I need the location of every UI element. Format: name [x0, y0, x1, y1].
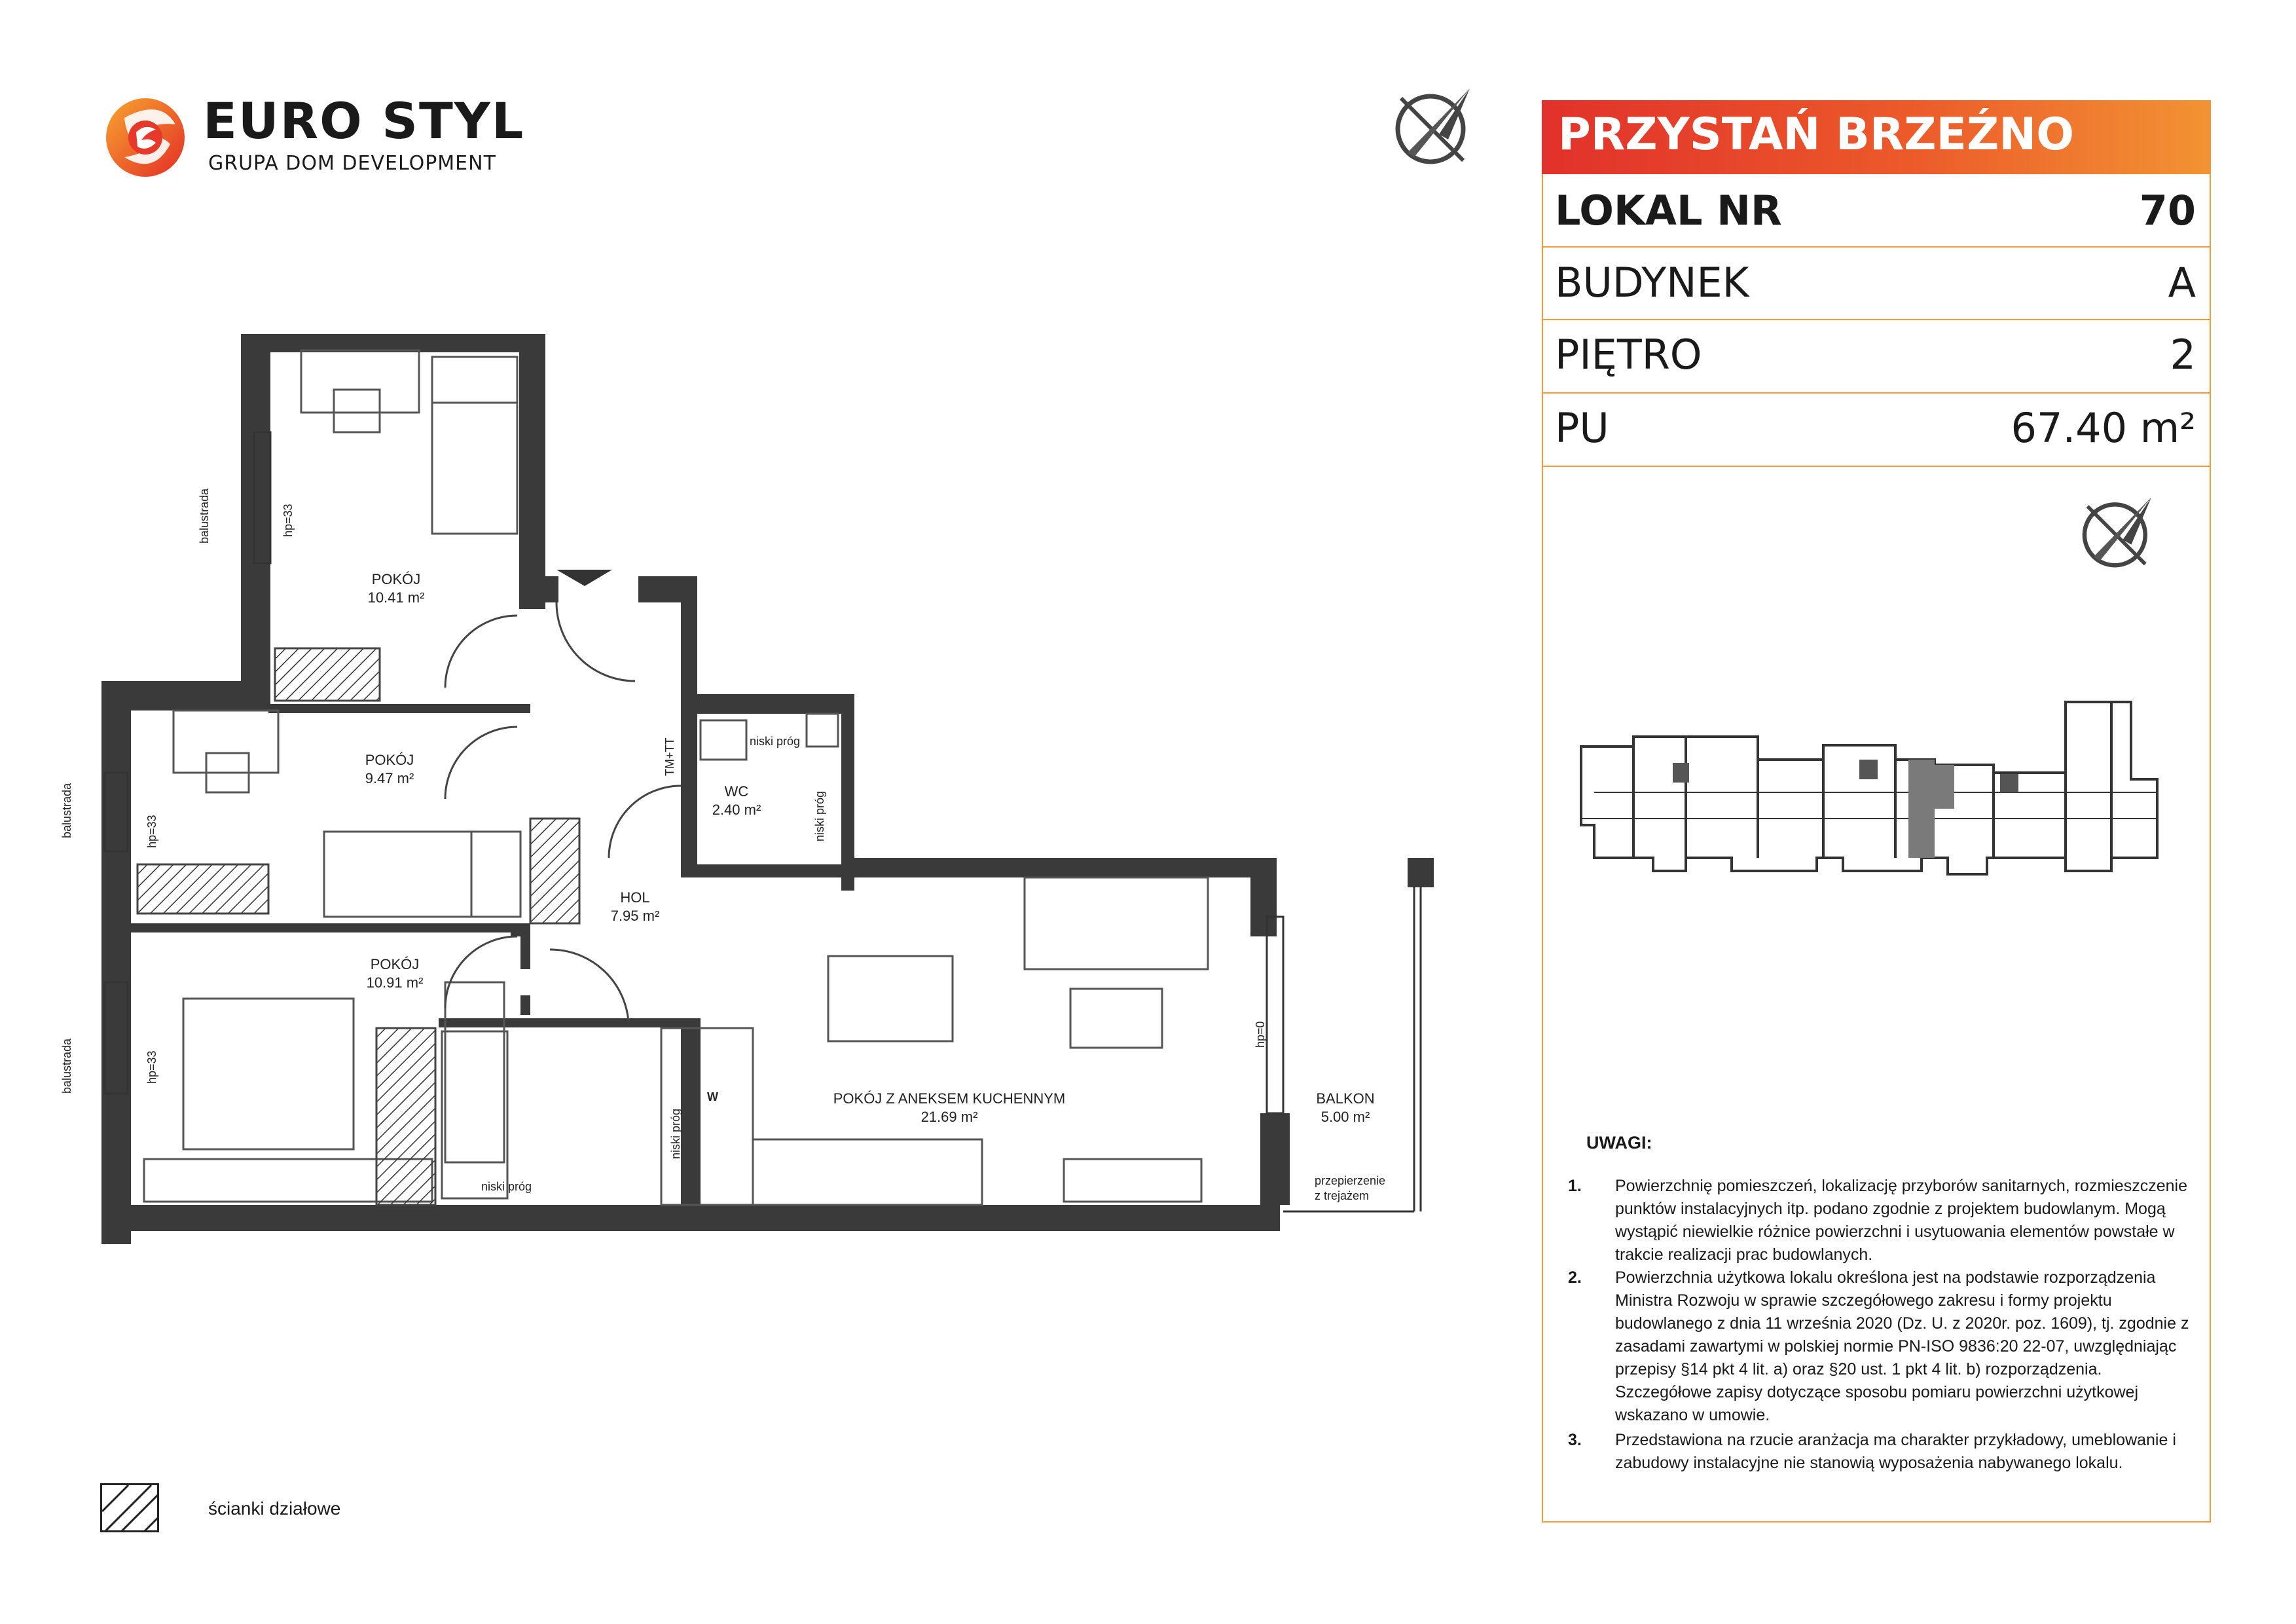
room-name: BALKON	[1316, 1090, 1375, 1107]
brand-subtitle: GRUPA DOM DEVELOPMENT	[208, 152, 496, 175]
divider	[1542, 466, 2211, 467]
pietro-value: 2	[2170, 331, 2196, 378]
pu-label: PU	[1555, 404, 1609, 452]
balustrada-label: balustrada	[60, 1038, 73, 1094]
niski-prog-label: niski próg	[813, 790, 826, 841]
balustrada-label: balustrada	[60, 783, 73, 838]
room-area: 10.91 m²	[366, 974, 424, 991]
divider	[1542, 392, 2211, 394]
project-name: PRZYSTAŃ BRZEŹNO	[1558, 109, 2075, 160]
room-area: 5.00 m²	[1321, 1109, 1370, 1125]
room-area: 9.47 m²	[365, 770, 414, 786]
budynek-label: BUDYNEK	[1555, 259, 1749, 306]
hatch-icon	[100, 1483, 159, 1532]
w-label: W	[707, 1090, 718, 1103]
room-area: 10.41 m²	[367, 589, 425, 606]
room-name: POKÓJ	[371, 571, 421, 587]
hp-label: hp=33	[145, 815, 158, 848]
lokal-value: 70	[2139, 187, 2196, 234]
hp-label: hp=33	[282, 504, 295, 537]
room-area: 7.95 m²	[610, 908, 660, 924]
building-key-plan	[1568, 694, 2183, 897]
lokal-label: LOKAL NR	[1555, 187, 1782, 234]
note-text: Przedstawiona na rzucie aranżacja ma charakter przykładowy, umeblowanie i zabudowy instalacyjne nie stanowią wyposażenia nabywanego lokalu.	[1615, 1431, 2176, 1472]
notes-title: UWAGI:	[1586, 1133, 1652, 1153]
pietro-label: PIĘTRO	[1555, 331, 1702, 378]
przepierzenie-label: przepierzenie	[1315, 1174, 1386, 1187]
compass-icon	[2075, 491, 2160, 576]
niski-prog-label: niski próg	[669, 1108, 682, 1159]
room-name: HOL	[620, 889, 650, 906]
hp-label: hp=33	[145, 1050, 158, 1084]
room-area: 21.69 m²	[920, 1109, 978, 1125]
room-name: POKÓJ	[365, 752, 414, 768]
przepierzenie-label: z trejażem	[1315, 1189, 1370, 1202]
room-name: POKÓJ Z ANEKSEM KUCHENNYM	[833, 1090, 1066, 1107]
pu-value: 67.40 m²	[2011, 404, 2196, 452]
note-number: 3.	[1568, 1431, 1582, 1449]
niski-prog-label: niski próg	[481, 1180, 532, 1193]
balustrada-label: balustrada	[198, 488, 211, 544]
divider	[1542, 319, 2211, 320]
note-text: Powierzchnia użytkowa lokalu określona jest na podstawie rozporządzenia Ministra Rozwoju w sprawie szczegółowego zakresu i formy projektu budowlanego z dnia 11 września 2020 (Dz. U. z 2020r. poz. 1609), tj. zgodnie z zasadami zawartymi w polskiej normie PN-ISO 9836:20 22-07, uwzględniając przepisy §14 pkt 4 lit. a) oraz §20 ust. 1 pkt 4 lit. b) rozporządzenia. Szczegółowe zapisy dotyczące sposobu pomiaru powierzchni użytkowej wskazano w umowie.	[1615, 1268, 2189, 1424]
note-number: 1.	[1568, 1177, 1582, 1195]
tm-tt-label: TM+TT	[663, 737, 676, 776]
budynek-value: A	[2168, 259, 2196, 306]
legend-label: ścianki działowe	[208, 1498, 341, 1519]
note-text: Powierzchnię pomieszczeń, lokalizację przyborów sanitarnych, rozmieszczenie punktów instalacyjnych itp. podano zgodnie z projektem budowlanym. Mogą wystąpić niewielkie różnice powierzchni i usytuowania elementów powstałe w trakcie realizacji prac budowlanych.	[1615, 1177, 2187, 1264]
room-area: 2.40 m²	[712, 802, 761, 818]
divider	[1542, 246, 2211, 248]
hp-label: hp=0	[1254, 1021, 1267, 1048]
note-number: 2.	[1568, 1268, 1582, 1287]
brand-name: EURO STYL	[203, 92, 525, 150]
niski-prog-label: niski próg	[750, 735, 801, 748]
room-name: POKÓJ	[370, 956, 420, 972]
room-name: WC	[724, 783, 749, 800]
